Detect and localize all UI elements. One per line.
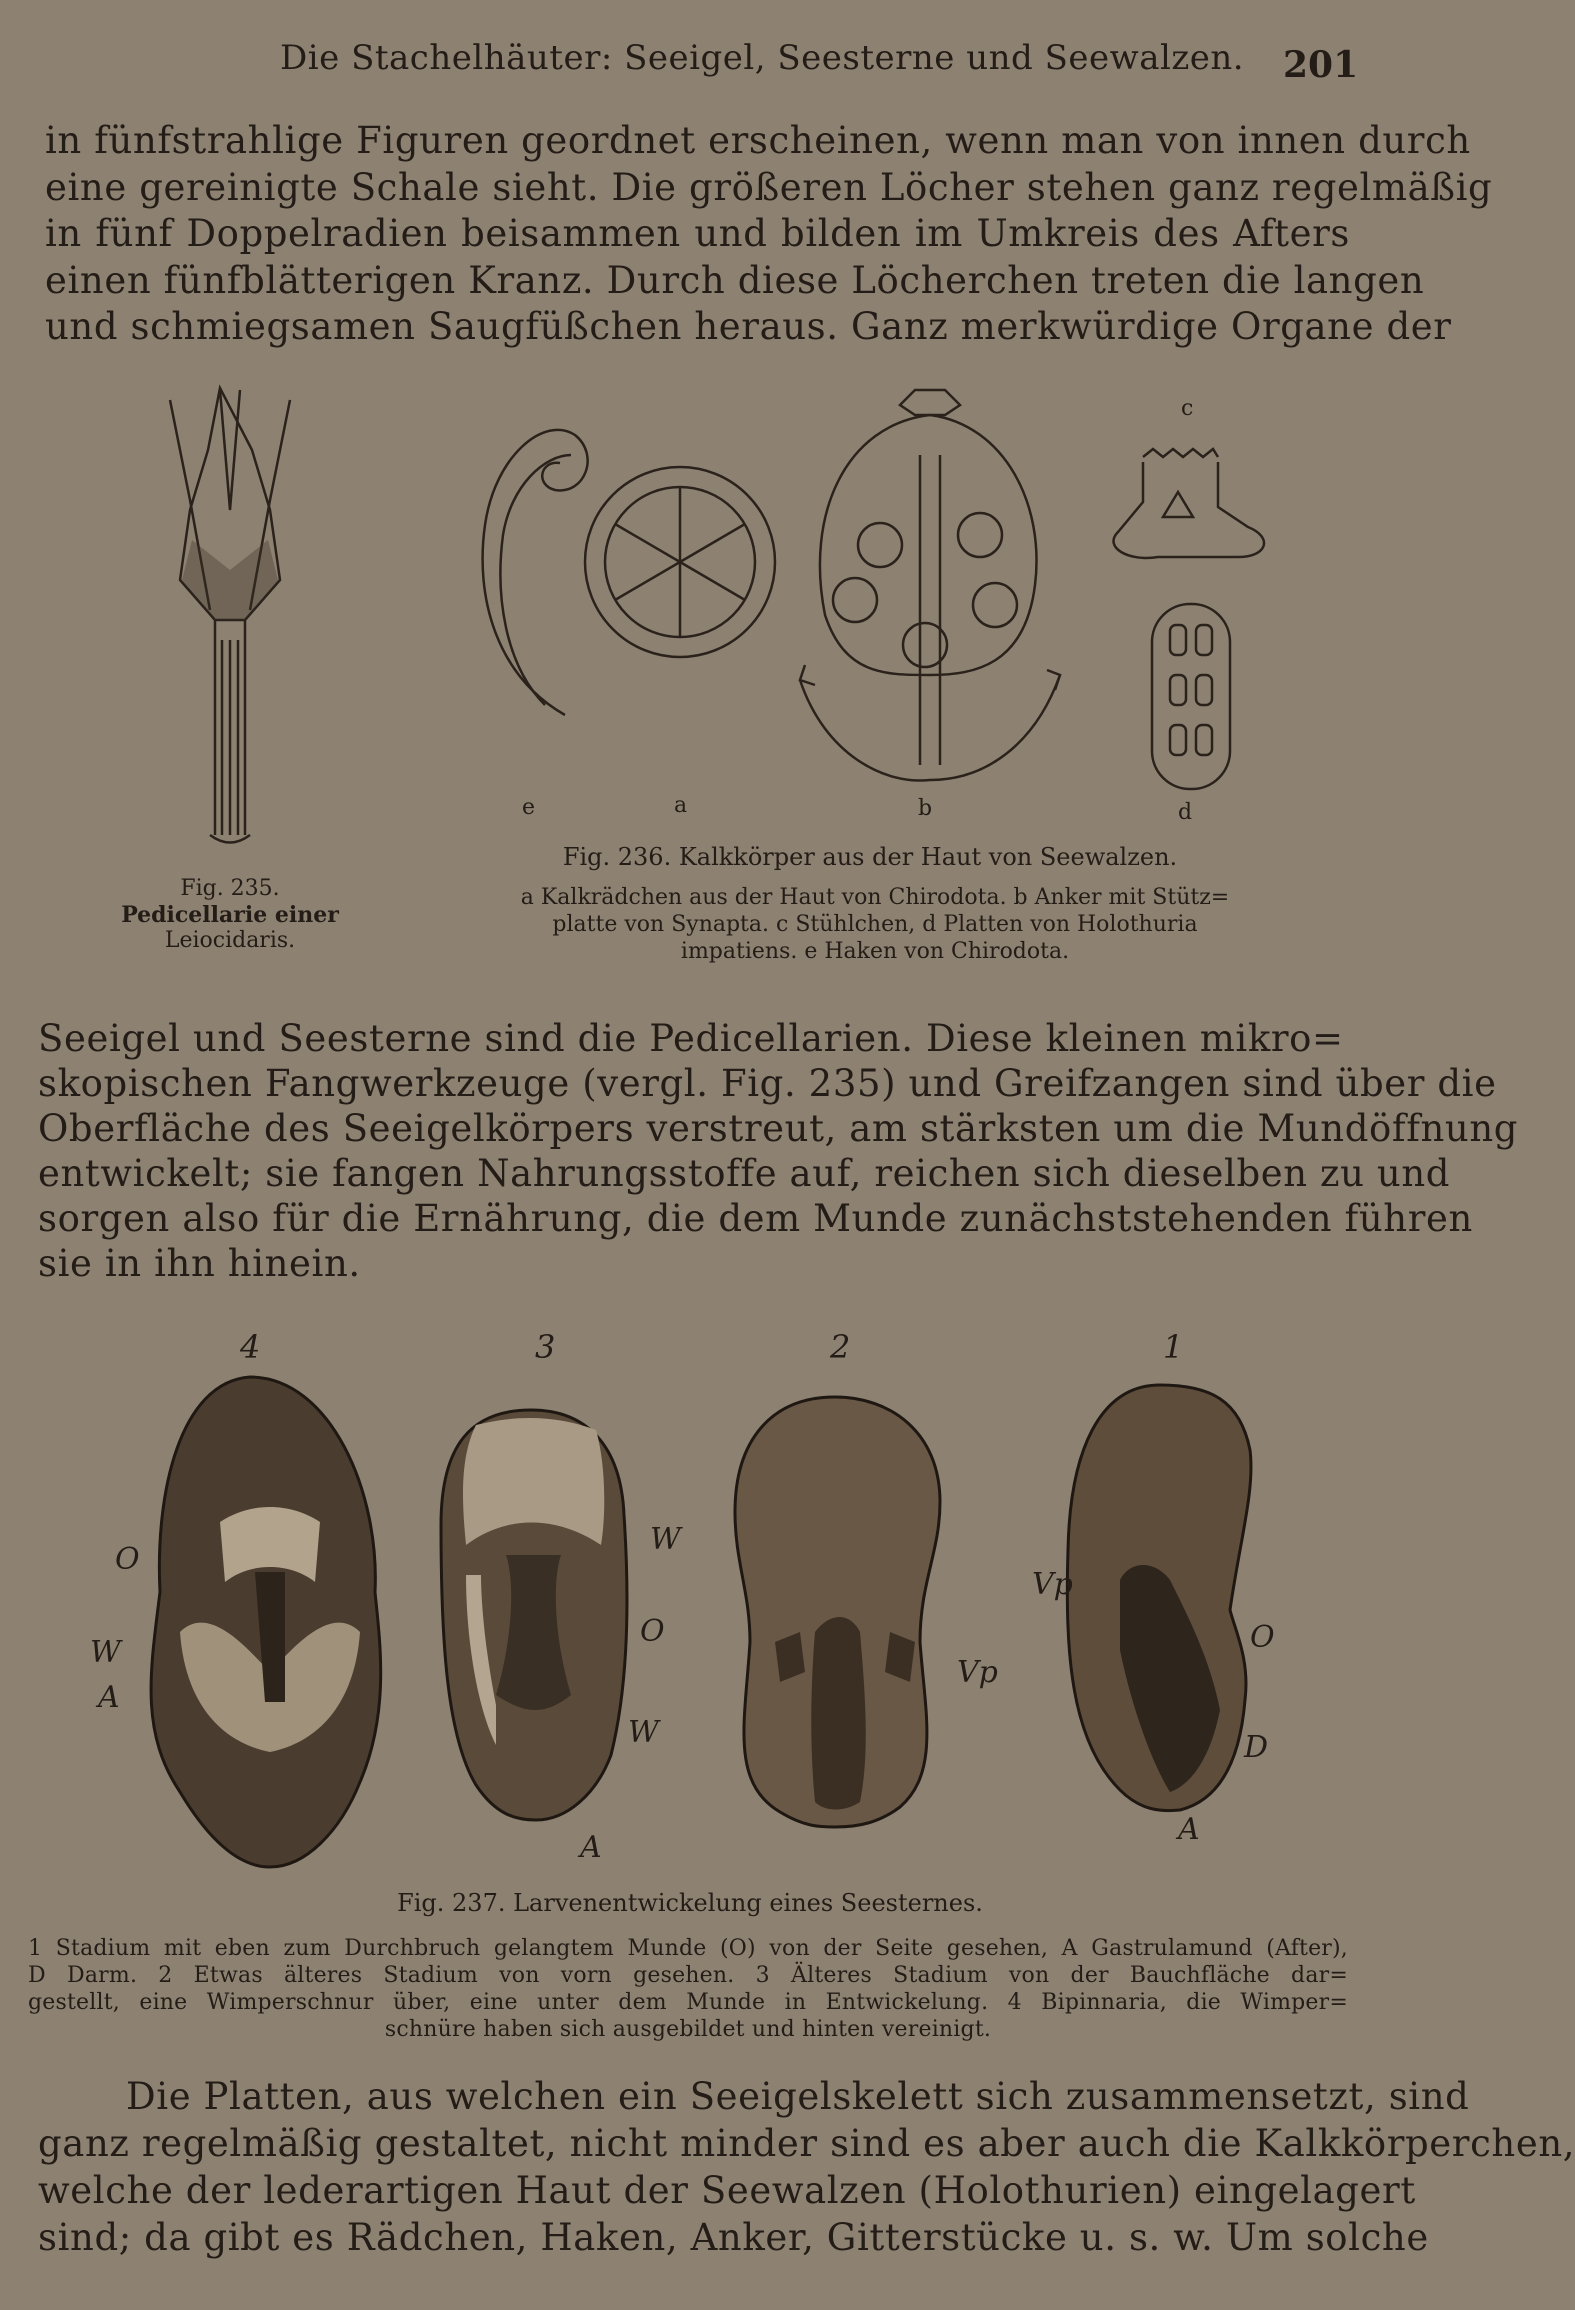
paragraph-1 xyxy=(45,118,1493,351)
stage1-tag-vp: Vp xyxy=(1032,1567,1073,1602)
page-number: 201 xyxy=(1283,44,1359,86)
stage-number-3: 3 xyxy=(535,1328,556,1366)
fig236-wheel-a-illustration xyxy=(580,462,780,662)
stage1-tag-d: D xyxy=(1244,1730,1269,1765)
fig236-letter-c: c xyxy=(1181,396,1194,421)
stage-number-4: 4 xyxy=(240,1328,261,1366)
stage3-tag-o: O xyxy=(640,1614,665,1649)
fig236-letter-a: a xyxy=(674,793,688,818)
stage3-tag-w2: W xyxy=(628,1715,659,1750)
stage-number-1: 1 xyxy=(1163,1328,1184,1366)
text-line: einen fünfblätterigen Kranz. Durch diese Löcherchen treten die langen xyxy=(45,258,1425,302)
text-line: in fünf Doppelradien beisammen und bilden im Umkreis des Afters xyxy=(45,212,1350,255)
fig235-pedicellaria-illustration xyxy=(160,380,300,860)
text-line: und schmiegsamen Saugfüßchen heraus. Ganz merkwürdige Organe der xyxy=(45,305,1452,348)
fig235-caption-line: Leiocidaris. xyxy=(164,928,296,953)
text-line: eine gereinigte Schale sieht. Die größeren Löcher stehen ganz regelmäßig xyxy=(45,165,1493,209)
text-line: sie in ihn hinein. xyxy=(38,1242,361,1285)
larva-stage-2-illustration xyxy=(720,1392,950,1832)
caption-line: gestellt, eine Wimperschnur über, eine unter dem Munde in Entwickelung. 4 Bipinnaria, die Wimper= xyxy=(28,1990,1348,2015)
fig236-letter-e: e xyxy=(522,795,536,820)
stage-number-2: 2 xyxy=(830,1328,851,1366)
text-line: sind; da gibt es Rädchen, Haken, Anker, Gitterstücke u. s. w. Um solche xyxy=(38,2216,1429,2259)
text-line: skopischen Fangwerkzeuge (vergl. Fig. 235) und Greifzangen sind über die xyxy=(38,1062,1497,1105)
caption-line: D Darm. 2 Etwas älteres Stadium von vorn gesehen. 3 Älteres Stadium von der Bauchfläche dar= xyxy=(28,1963,1348,1988)
stage1-tag-a: A xyxy=(1178,1812,1200,1847)
stage3-tag-w: W xyxy=(650,1522,681,1557)
text-line: welche der lederartigen Haut der Seewalzen (Holothurien) eingelagert xyxy=(38,2169,1416,2212)
text-line: entwickelt; sie fangen Nahrungsstoffe auf, reichen sich dieselben zu und xyxy=(38,1152,1451,1195)
fig235-caption-line: Pedicellarie einer xyxy=(121,902,339,928)
larva-stage-1-illustration xyxy=(1060,1380,1260,1820)
fig236-caption-line: platte von Synapta. c Stühlchen, d Platten von Holothuria xyxy=(552,912,1198,937)
paragraph-3 xyxy=(38,2073,1575,2261)
caption-line: 1 Stadium mit eben zum Durchbruch gelangtem Munde (O) von der Seite gesehen, A Gastrulamund (After), xyxy=(28,1936,1348,1961)
fig235-label: Fig. 235. xyxy=(180,876,280,901)
stage4-tag-w: W xyxy=(90,1635,121,1670)
text-line: ganz regelmäßig gestaltet, nicht minder sind es aber auch die Kalkkörperchen, xyxy=(38,2122,1575,2165)
stage4-tag-a: A xyxy=(98,1680,120,1715)
running-header: Die Stachelhäuter: Seeigel, Seesterne und Seewalzen. xyxy=(280,38,1245,78)
fig236-hook-e-illustration xyxy=(475,415,595,715)
larva-stage-3-illustration xyxy=(436,1405,631,1825)
fig236-caption xyxy=(460,884,1290,965)
text-line: sorgen also für die Ernährung, die dem Munde zunächststehenden führen xyxy=(38,1197,1473,1240)
stage1-tag-o: O xyxy=(1250,1620,1275,1655)
fig236-caption-line: a Kalkrädchen aus der Haut von Chirodota. b Anker mit Stütz= xyxy=(520,885,1230,910)
text-line: Oberfläche des Seeigelkörpers verstreut, am stärksten um die Mundöffnung xyxy=(38,1107,1519,1150)
fig236-caption-line: impatiens. e Haken von Chirodota. xyxy=(680,939,1070,964)
fig236-title: Fig. 236. Kalkkörper aus der Haut von Seewalzen. xyxy=(562,843,1178,871)
fig235-caption xyxy=(100,876,360,954)
fig236-plate-d-illustration xyxy=(1148,600,1238,800)
fig236-letter-d: d xyxy=(1178,800,1193,825)
stage2-tag-vp: Vp xyxy=(957,1655,998,1690)
paragraph-2 xyxy=(38,1016,1519,1286)
stage4-tag-o: O xyxy=(115,1542,140,1577)
fig236-letter-b: b xyxy=(918,796,933,821)
fig236-anchor-b-illustration xyxy=(785,385,1075,795)
fig237-title: Fig. 237. Larvenentwickelung eines Seesternes. xyxy=(397,1889,983,1917)
fig236-stool-c-illustration xyxy=(1098,447,1268,567)
caption-line: schnüre haben sich ausgebildet und hinten vereinigt. xyxy=(384,2017,992,2042)
larva-stage-4-illustration xyxy=(140,1372,390,1872)
text-line: Seeigel und Seesterne sind die Pedicellarien. Diese kleinen mikro= xyxy=(38,1017,1344,1060)
text-line: Die Platten, aus welchen ein Seeigelskelett sich zusammensetzt, sind xyxy=(126,2075,1470,2118)
text-line: in fünfstrahlige Figuren geordnet erscheinen, wenn man von innen durch xyxy=(45,119,1471,162)
fig237-caption xyxy=(28,1935,1348,2043)
stage3-tag-a: A xyxy=(580,1830,602,1865)
